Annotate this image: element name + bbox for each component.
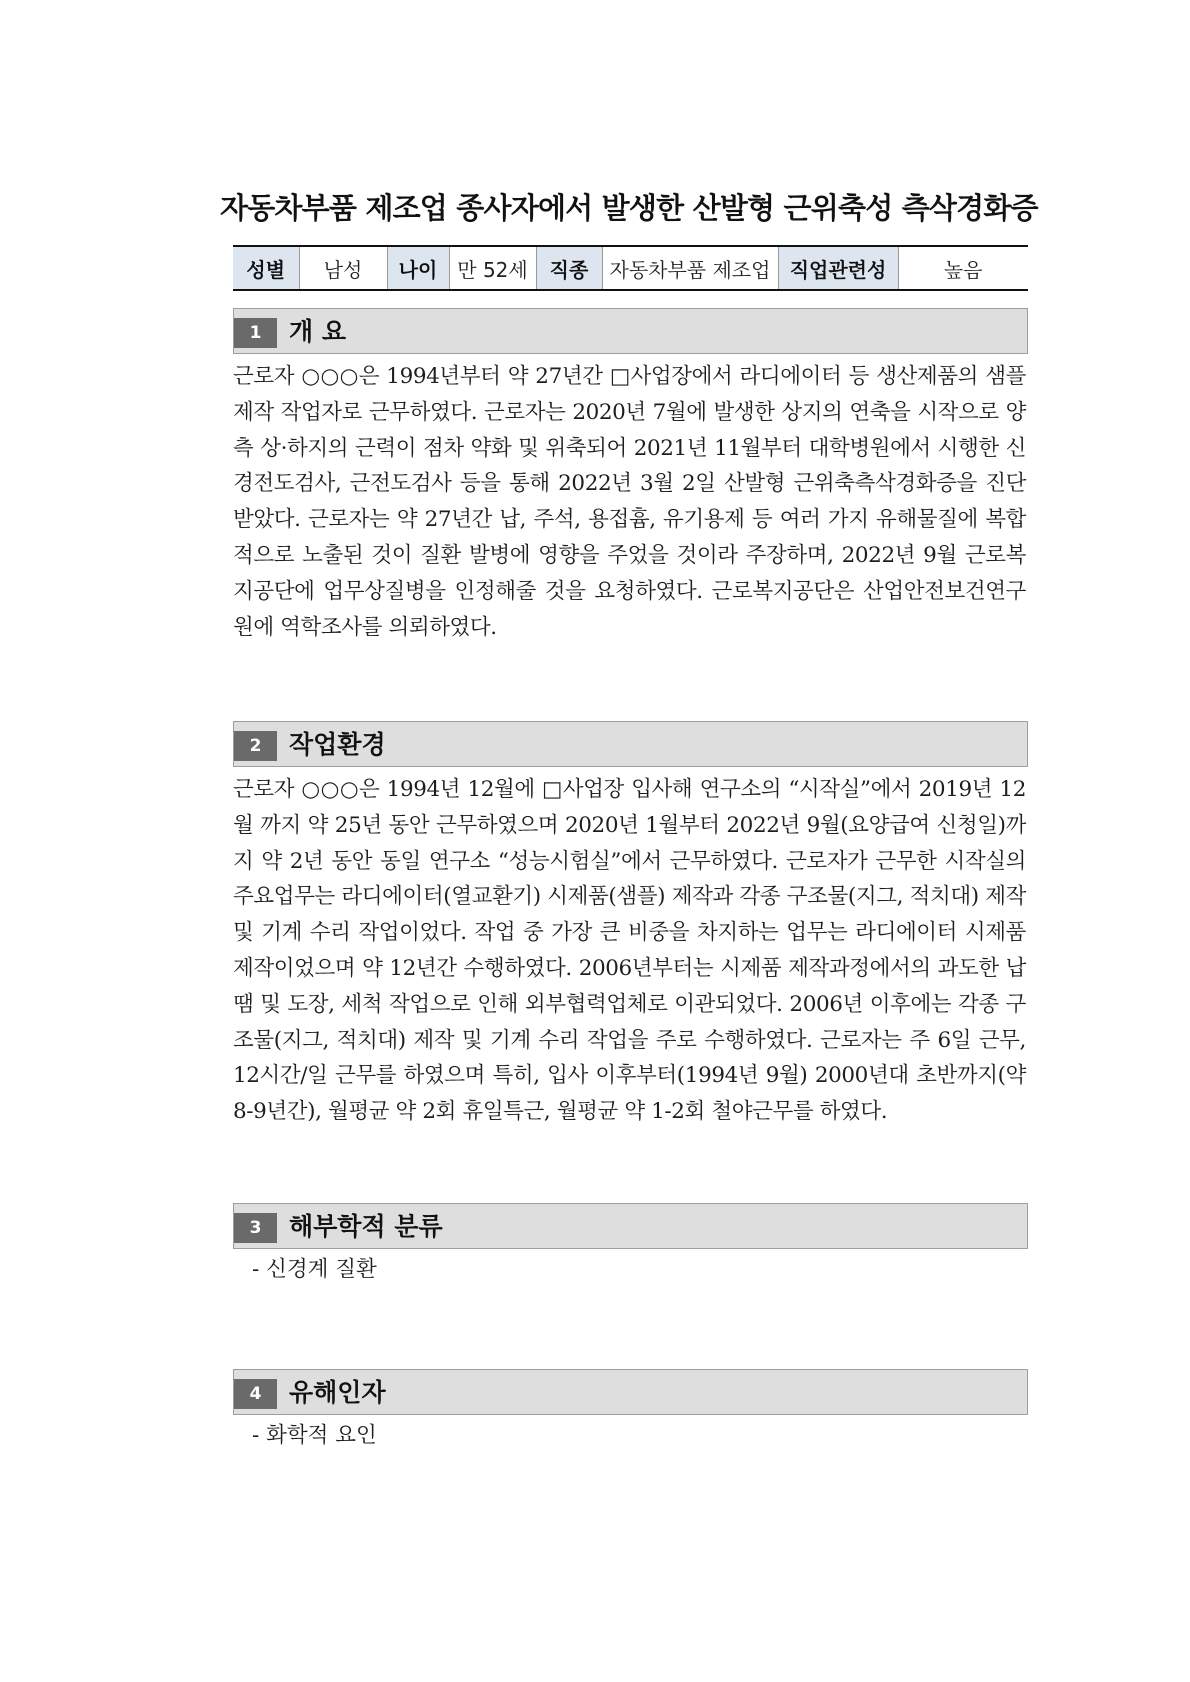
section-number: 3 (234, 1213, 277, 1243)
overview-paragraph: 근로자 ○○○은 1994년부터 약 27년간 □사업장에서 라디에이터 등 생산제품의 샘플제작 작업자로 근무하였다. 근로자는 2020년 7월에 발생한 상지의 연축을 시작으로 양측 상·하지의 근력이 점차 약화 및 위축되어 2021년 11월부터 대학병원에서 시행한 신경전도검사, 근전도검사 등을 통해 2022년 3월 2일 산발형 근위축측삭경화증을 진단받았다. 근로자는 약 27년간 납, 주석, 용접흄, 유기용제 등 여러 가지 유해물질에 복합적으로 노출된 것이 질환 발병에 영향을 주었을 것이라 주장하며, 2022년 9월 근로복지공단에 업무상질병을 인정해줄 것을 요청하였다. 근로복지공단은 산업안전보건연구원에 역학조사를 의뢰하였다. (233, 364, 1026, 640)
relevance-label: 직업관련성 (778, 246, 898, 290)
gender-value: 남성 (299, 246, 387, 290)
section-header-work-environment (233, 721, 1028, 767)
case-info-row (233, 246, 1028, 290)
gender-label: 성별 (233, 246, 299, 290)
age-label: 나이 (387, 246, 449, 290)
document-title: 자동차부품 제조업 종사자에서 발생한 산발형 근위축성 측삭경화증 (220, 191, 1038, 225)
section-number: 2 (234, 731, 277, 761)
section-title: 유해인자 (289, 1378, 386, 1407)
work-environment-paragraph: 근로자 ○○○은 1994년 12월에 □사업장 입사해 연구소의 “시작실”에서 2019년 12월 까지 약 25년 동안 근무하였으며 2020년 1월부터 2022년 9월(요양급여 신청일)까지 약 2년 동안 동일 연구소 “성능시험실”에서 근무하였다. 근로자가 근무한 시작실의 주요업무는 라디에이터(열교환기) 시제품(샘플) 제작과 각종 구조물(지그, 적치대) 제작 및 기계 수리 작업이었다. 작업 중 가장 큰 비중을 차지하는 업무는 라디에이터 시제품 제작이었으며 약 12년간 수행하였다. 2006년부터는 시제품 제작과정에서의 과도한 납땜 및 도장, 세척 작업으로 인해 외부협력업체로 이관되었다. 2006년 이후에는 각종 구조물(지그, 적치대) 제작 및 기계 수리 작업을 주로 수행하였다. 근로자는 주 6일 근무, 12시간/일 근무를 하였으며 특히, 입사 이후부터(1994년 9월) 2000년대 초반까지(약 8-9년간), 월평균 약 2회 휴일특근, 월평균 약 1-2회 철야근무를 하였다. (233, 777, 1026, 1125)
hazard-factor-item: - 화학적 요인 (252, 1423, 377, 1448)
job-label: 직종 (536, 246, 602, 290)
section-header-hazard-factor (233, 1369, 1028, 1415)
relevance-value: 높음 (898, 246, 1028, 290)
job-value: 자동차부품 제조업 (602, 246, 778, 290)
section-number: 1 (234, 318, 277, 348)
section-title: 작업환경 (289, 730, 386, 759)
section-title: 개 요 (289, 317, 347, 346)
section-header-overview (233, 308, 1028, 354)
section-number: 4 (234, 1379, 277, 1409)
anatomical-classification-item: - 신경계 질환 (252, 1257, 377, 1282)
section-title: 해부학적 분류 (289, 1212, 443, 1241)
case-info-table (233, 245, 1028, 291)
section-header-anatomical-classification (233, 1203, 1028, 1249)
age-value: 만 52세 (449, 246, 536, 290)
